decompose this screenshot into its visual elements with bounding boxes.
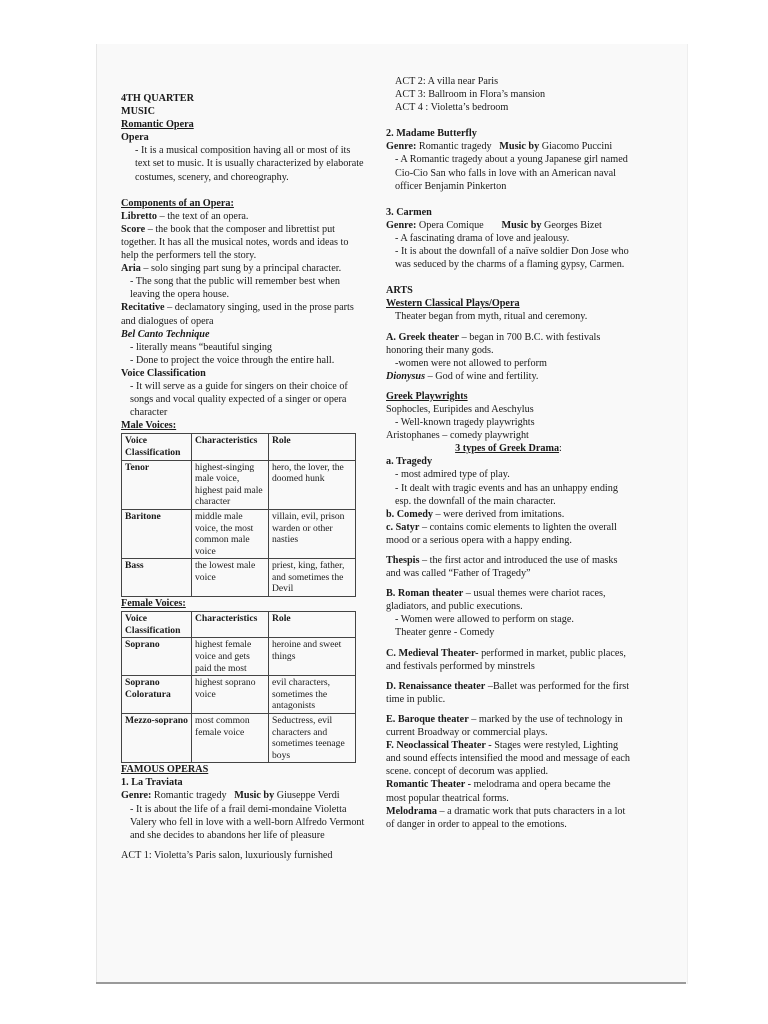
aria-term: Aria [121, 263, 141, 275]
romantic-theater-term: Romantic Theater - [386, 779, 472, 791]
role-cell: priest, king, father, and sometimes the Devil [269, 559, 356, 597]
butterfly-composer: Giacomo Puccini [539, 141, 613, 153]
tragedy-line-1: - most admired type of play. [395, 469, 510, 481]
table-row [122, 460, 356, 509]
comedy-term: b. Comedy [386, 508, 433, 520]
butterfly-title: 2. Madame Butterfly [386, 128, 477, 140]
famous-operas-heading: FAMOUS OPERAS [121, 764, 209, 776]
carmen-composer: Georges Bizet [541, 219, 602, 231]
table-row [122, 509, 356, 558]
roman-theater-term: B. Roman theater [386, 588, 464, 600]
header-role: Role [269, 612, 356, 638]
traviata-composer: Giuseppe Verdi [274, 790, 340, 802]
tragedy-line-2: - It dealt with tragic events and has an unhappy ending esp. the downfall of the main character. [395, 482, 618, 507]
comedy-entry [386, 508, 631, 521]
butterfly-description: - A Romantic tragedy about a young Japanese girl named Cio-Cio San who falls in love with an American naval officer Benjamin Pinkerton [395, 154, 628, 192]
header-voice: Voice Classification [122, 612, 192, 638]
arts-heading: ARTS [386, 285, 413, 297]
romantic-theater-entry [386, 778, 631, 804]
quarter-heading: 4TH QUARTER [121, 93, 194, 104]
traviata-description: - It is about the life of a frail demi-mondaine Violetta Valery who fell in love with a well-born Alfredo Vermont and she decides to abandons her life of pleasure [130, 803, 365, 841]
right-column [386, 75, 631, 831]
drama-types-line [386, 442, 631, 455]
carmen-line-2: - It is about the downfall of a naïve soldier Don Jose who was seduced by the charms of a flaming gypsy, Carmen. [395, 246, 629, 271]
romantic-theater-def: melodrama and opera became the most popular theatrical forms. [386, 779, 611, 804]
renaissance-theater-def: –Ballet was performed for the first time in public. [386, 680, 630, 705]
melodrama-entry [386, 805, 631, 831]
roman-theater-entry [386, 587, 631, 613]
table-row [122, 559, 356, 597]
recitative-def: – declamatory singing, used in the prose parts and dialogues of opera [121, 302, 354, 327]
traviata-act-2: ACT 2: A villa near Paris [395, 76, 499, 87]
belcanto-line-1: - literally means “beautiful singing [130, 341, 273, 353]
bottom-rule [96, 982, 686, 984]
left-column [121, 92, 366, 862]
playwrights-heading: Greek Playwrights [386, 390, 468, 402]
thespis-def: – the first actor and introduced the use of masks and was called “Father of Tragedy” [386, 555, 618, 580]
characteristics-cell: most common female voice [192, 713, 269, 762]
traviata-act-4: ACT 4 : Violetta’s bedroom [395, 102, 509, 114]
medieval-theater-term: C. Medieval Theater- [386, 647, 479, 659]
aria-entry [121, 262, 366, 275]
table-header-row [122, 434, 356, 460]
drama-types-heading: 3 types of Greek Drama [455, 443, 560, 455]
neoclassical-theater-entry [386, 739, 631, 778]
butterfly-genre: Romantic tragedy [416, 141, 492, 153]
header-characteristics: Characteristics [192, 612, 269, 638]
carmen-genre-line [386, 219, 631, 232]
role-cell: evil characters, sometimes the antagonists [269, 676, 356, 714]
belcanto-line-2: - Done to project the voice through the entire hall. [130, 354, 335, 366]
role-cell: villain, evil, prison warden or other nasties [269, 509, 356, 558]
characteristics-cell: middle male voice, the most common male voice [192, 509, 269, 558]
traviata-genre-line [121, 789, 366, 802]
renaissance-theater-term: D. Renaissance theater [386, 680, 486, 692]
western-heading: Western Classical Plays/Opera [386, 298, 520, 310]
role-cell: heroine and sweet things [269, 638, 356, 676]
greek-theater-entry [386, 331, 631, 357]
baroque-theater-term: E. Baroque theater [386, 713, 469, 725]
aria-def: – solo singing part sung by a principal character. [140, 263, 342, 275]
voice-cell: Soprano [122, 638, 192, 676]
libretto-def: – the text of an opera. [157, 210, 249, 222]
libretto-term: Libretto [121, 210, 158, 222]
characteristics-cell: highest-singing male voice, highest paid male character [192, 460, 269, 509]
neoclassical-theater-term: F. Neoclassical Theater - [386, 740, 492, 752]
voice-cell: Mezzo-soprano [122, 713, 192, 762]
voice-classification-term: Voice Classification [121, 367, 206, 379]
satyr-def: – contains comic elements to lighten the overall mood or a serious opera with a happy ending. [386, 521, 617, 546]
traviata-genre: Romantic tragedy [151, 790, 227, 802]
medieval-theater-entry [386, 647, 631, 673]
recitative-entry [121, 301, 366, 327]
playwrights-line-1: Sophocles, Euripides and Aeschylus [386, 403, 534, 415]
satyr-entry [386, 521, 631, 547]
characteristics-cell: highest female voice and gets paid the most [192, 638, 269, 676]
male-voices-table [121, 433, 356, 597]
music-by-label: Music by [499, 141, 540, 153]
voice-cell: Soprano Coloratura [122, 676, 192, 714]
traviata-act-3: ACT 3: Ballroom in Flora’s mansion [395, 89, 546, 101]
traviata-title: 1. La Traviata [121, 777, 183, 789]
voice-cell: Tenor [122, 460, 192, 509]
greek-theater-def: – began in 700 B.C. with festivals honoring their many gods. [386, 331, 601, 356]
table-row [122, 713, 356, 762]
renaissance-theater-entry [386, 680, 631, 706]
aria-sub: - The song that the public will remember best when leaving the opera house. [130, 276, 341, 301]
thespis-term: Thespis [386, 555, 420, 566]
female-voices-heading: Female Voices: [121, 598, 186, 610]
dionysus-entry [386, 370, 631, 383]
music-by-label: Music by [234, 790, 275, 802]
greek-theater-sub: -women were not allowed to perform [395, 357, 547, 369]
table-header-row [122, 612, 356, 638]
western-description: Theater began from myth, ritual and ceremony. [395, 311, 588, 323]
voice-cell: Baritone [122, 509, 192, 558]
voice-classification-def: - It will serve as a guide for singers on their choice of songs and vocal quality expected of a singer or opera character [130, 380, 348, 419]
components-heading: Components of an Opera: [121, 197, 234, 209]
score-entry [121, 223, 366, 262]
medieval-theater-def: performed in market, public places, and festivals performed by minstrels [386, 647, 626, 672]
genre-label: Genre: [386, 141, 417, 153]
header-voice: Voice Classification [122, 434, 192, 460]
melodrama-term: Melodrama [386, 805, 437, 817]
score-def: – the book that the composer and librettist put together. It has all the musical notes, words and ideas to help the performers tell the story. [121, 223, 349, 262]
libretto-entry [121, 210, 366, 223]
traviata-act-1: ACT 1: Violetta’s Paris salon, luxuriously furnished [121, 849, 333, 861]
female-voices-table [121, 611, 356, 763]
recitative-term: Recitative [121, 302, 165, 314]
satyr-term: c. Satyr [386, 521, 420, 533]
playwrights-line-3: Aristophanes – comedy playwright [386, 430, 529, 442]
table-row [122, 638, 356, 676]
belcanto-term: Bel Canto Technique [121, 328, 210, 340]
tragedy-term: a. Tragedy [386, 456, 433, 468]
carmen-genre: Opera Comique [416, 219, 484, 231]
dionysus-term: Dionysus [386, 370, 426, 382]
role-cell: hero, the lover, the doomed hunk [269, 460, 356, 509]
section-heading: Romantic Opera [121, 119, 194, 131]
roman-theater-def: – usual themes were chariot races, gladiators, and public executions. [386, 588, 606, 613]
role-cell: Seductress, evil characters and sometimes teenage boys [269, 713, 356, 762]
male-voices-heading: Male Voices: [121, 420, 177, 432]
subject-heading: MUSIC [121, 106, 155, 118]
opera-definition: - It is a musical composition having all or most of its text set to music. It is usually characterized by elaborate costumes, scenery, and choreography. [135, 145, 364, 183]
characteristics-cell: highest soprano voice [192, 676, 269, 714]
voice-cell: Bass [122, 559, 192, 597]
header-role: Role [269, 434, 356, 460]
score-term: Score [121, 223, 146, 235]
carmen-line-1: - A fascinating drama of love and jealousy. [395, 232, 570, 244]
genre-label: Genre: [121, 790, 152, 802]
greek-theater-term: A. Greek theater [386, 331, 460, 343]
music-by-label: Music by [501, 219, 542, 231]
dionysus-def: – God of wine and fertility. [425, 370, 539, 382]
roman-theater-sub: - Women were allowed to perform on stage. [395, 614, 574, 626]
baroque-theater-entry [386, 713, 631, 739]
genre-label: Genre: [386, 219, 417, 231]
thespis-entry [386, 554, 631, 580]
comedy-def: – were derived from imitations. [432, 508, 565, 520]
playwrights-line-2: - Well-known tragedy playwrights [395, 417, 535, 429]
drama-types-colon: : [559, 443, 562, 455]
table-row [122, 676, 356, 714]
baroque-theater-def: – marked by the use of technology in current Broadway or commercial plays. [386, 713, 623, 739]
characteristics-cell: the lowest male voice [192, 559, 269, 597]
butterfly-genre-line [386, 140, 631, 153]
roman-theater-genre: Theater genre - Comedy [395, 627, 495, 639]
neoclassical-theater-def: Stages were restyled, Lighting and sound effects intensified the mood and message of each scene. concept of decorum was applied. [386, 740, 630, 778]
opera-term: Opera [121, 132, 149, 144]
melodrama-def: – a dramatic work that puts characters in a lot of danger in order to appeal to the emotions. [386, 805, 626, 830]
carmen-title: 3. Carmen [386, 206, 432, 218]
header-characteristics: Characteristics [192, 434, 269, 460]
